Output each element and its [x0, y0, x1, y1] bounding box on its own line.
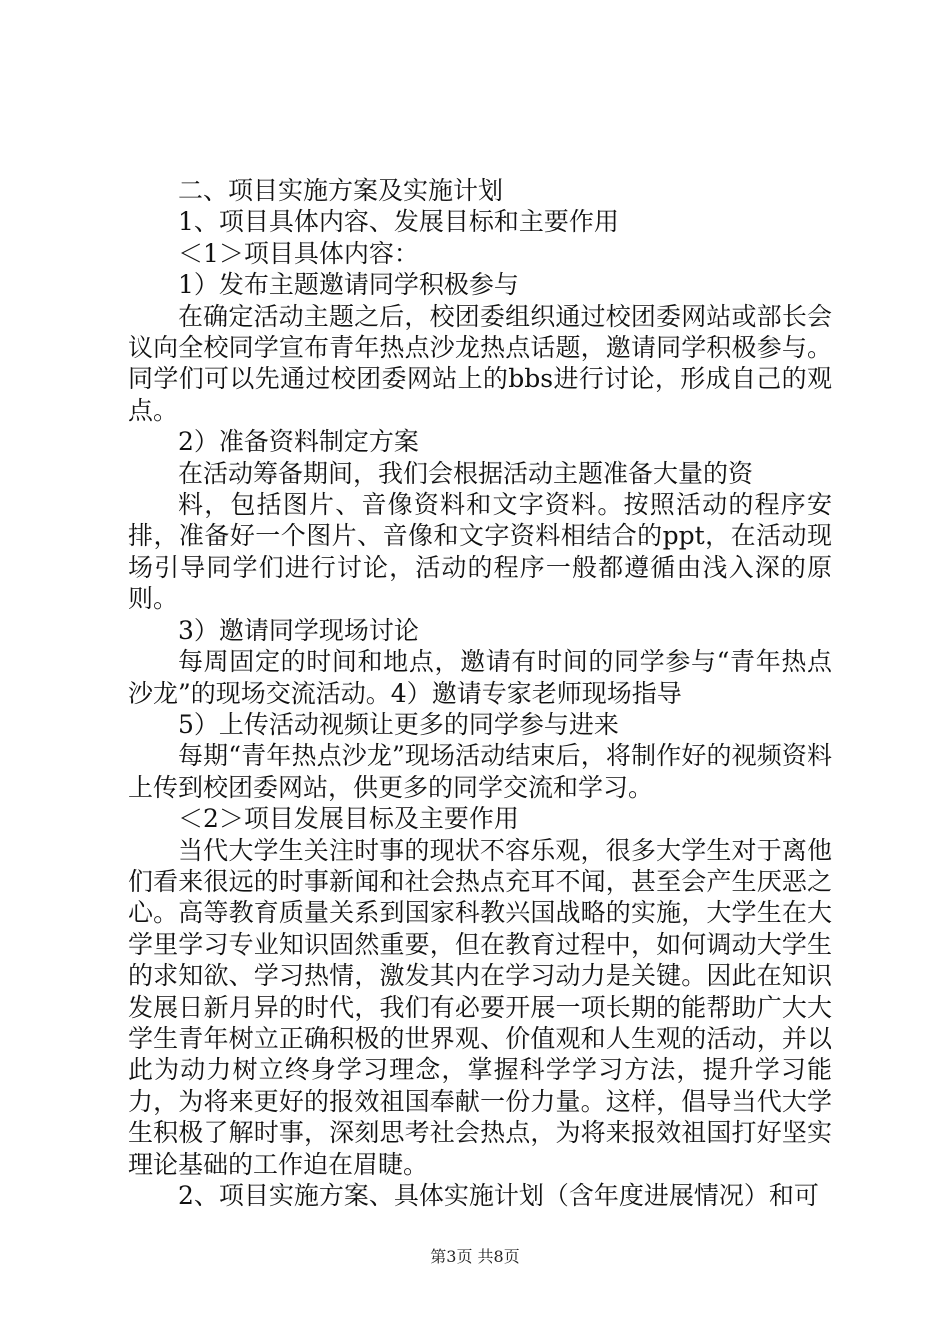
step-heading: 3）邀请同学现场讨论	[178, 615, 419, 645]
item-heading: ＜2＞项目发展目标及主要作用	[178, 804, 519, 834]
body-paragraph: 每期“青年热点沙龙”现场活动结束后，将制作好的视频资料上传到校团委网站，供更多的同学交流和学习。	[128, 741, 832, 802]
body-paragraph: 料，包括图片、音像资料和文字资料。按照活动的程序安排，准备好一个图片、音像和文字资料相结合的ppt，在活动现场引导同学们进行讨论，活动的程序一般都遵循由浅入深的原则。	[128, 490, 832, 614]
step-heading: 5）上传活动视频让更多的同学参与进来	[178, 709, 619, 739]
step-heading: 2）准备资料制定方案	[178, 427, 419, 457]
page-number: 第3页 共8页	[430, 1247, 520, 1266]
document-body	[128, 175, 832, 1211]
body-paragraph: 在活动筹备期间，我们会根据活动主题准备大量的资	[178, 458, 754, 488]
body-paragraph: 当代大学生关注时事的现状不容乐观，很多大学生对于离他们看来很远的时事新闻和社会热点充耳不闻，甚至会产生厌恶之心。高等教育质量关系到国家科教兴国战略的实施，大学生在大学里学习专业知识固然重要，但在教育过程中，如何调动大学生的求知欲、学习热情，激发其内在学习动力是关键。因此在知识发展日新月异的时代，我们有必要开展一项长期的能帮助广大大学生青年树立正确积极的世界观、价值观和人生观的活动，并以此为动力树立终身学习理念，掌握科学学习方法，提升学习能力，为将来更好的报效祖国奉献一份力量。这样，倡导当代大学生积极了解时事，深刻思考社会热点，为将来报效祖国打好坚实理论基础的工作迫在眉睫。	[128, 835, 832, 1179]
body-paragraph: 每周固定的时间和地点，邀请有时间的同学参与“青年热点沙龙”的现场交流活动。4）邀请专家老师现场指导	[128, 647, 832, 708]
body-paragraph: 在确定活动主题之后，校团委组织通过校团委网站或部长会议向全校同学宣布青年热点沙龙热点话题，邀请同学积极参与。同学们可以先通过校团委网站上的bbs进行讨论，形成自己的观点。	[128, 301, 832, 425]
item-heading: ＜1＞项目具体内容：	[178, 238, 419, 268]
page-footer	[0, 1244, 950, 1267]
subsection-heading: 2、项目实施方案、具体实施计划（含年度进展情况）和可	[178, 1181, 819, 1210]
section-heading: 二、项目实施方案及实施计划	[178, 176, 504, 205]
subsection-heading: 1、项目具体内容、发展目标和主要作用	[178, 207, 619, 237]
step-heading: 1）发布主题邀请同学积极参与	[178, 270, 519, 300]
